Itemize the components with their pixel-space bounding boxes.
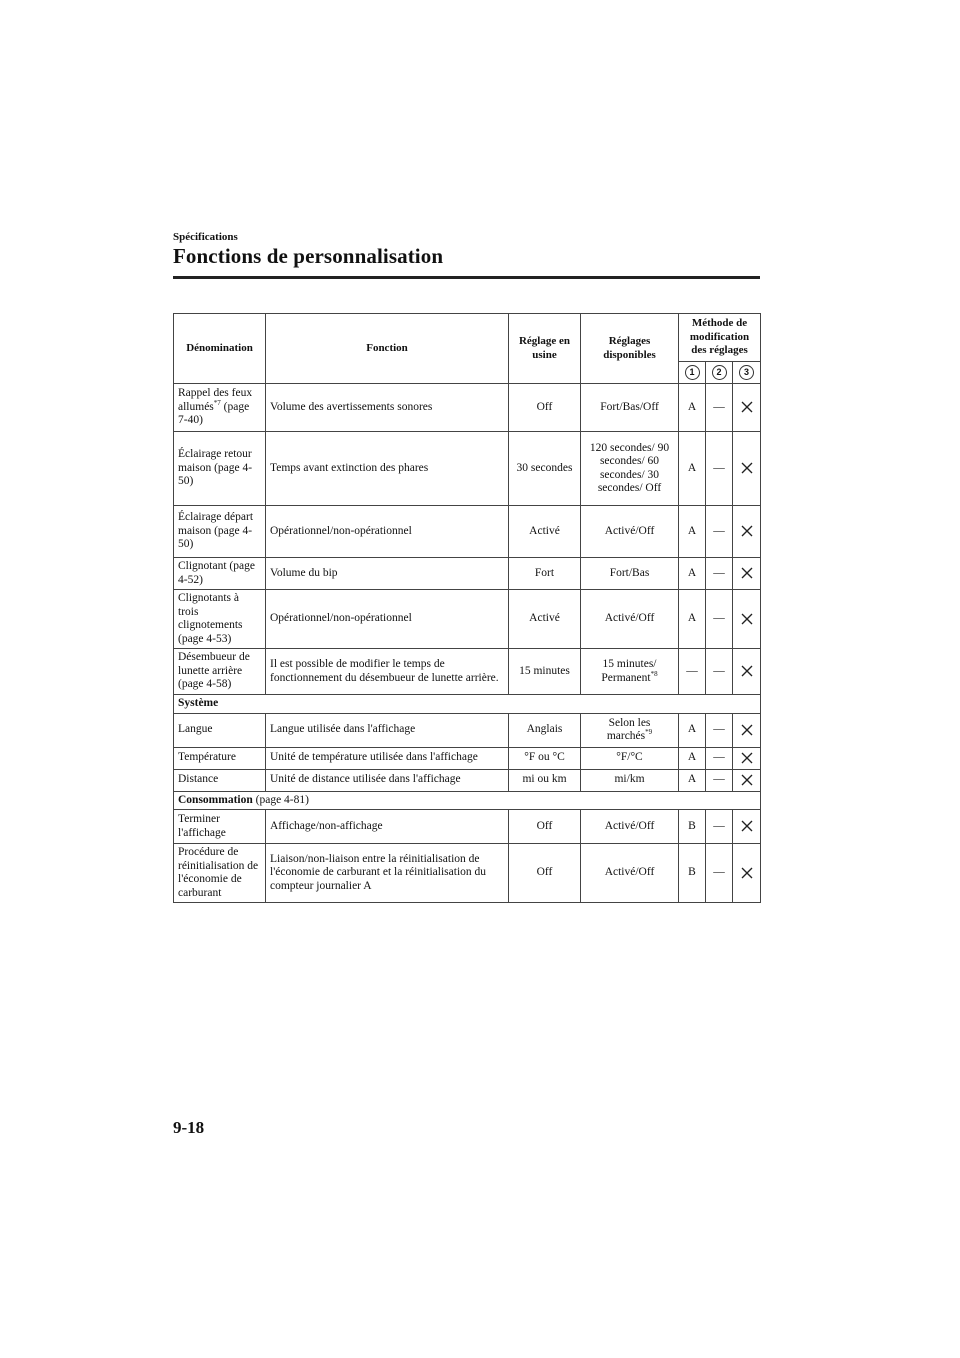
not-available-icon [741, 567, 753, 579]
row-available: Fort/Bas [581, 558, 679, 590]
row-factory: Fort [509, 558, 581, 590]
row-method-3 [733, 810, 761, 844]
row-factory: 15 minutes [509, 649, 581, 695]
section-heading: Système [174, 695, 761, 714]
row-method-1: A [679, 506, 706, 558]
row-method-2: — [706, 844, 733, 903]
row-method-1: — [679, 649, 706, 695]
row-available: Activé/Off [581, 844, 679, 903]
row-function: Affichage/non-affichage [266, 810, 509, 844]
table-row [174, 769, 761, 791]
row-function: Unité de distance utilisée dans l'affichage [266, 769, 509, 791]
header-name: Dénomination [174, 314, 266, 384]
title-rule [173, 276, 760, 279]
section-heading: Consommation (page 4-81) [174, 791, 761, 810]
row-method-3 [733, 769, 761, 791]
table-row [174, 384, 761, 432]
header-factory: Réglage en usine [509, 314, 581, 384]
row-method-1: A [679, 769, 706, 791]
row-method-3 [733, 844, 761, 903]
row-method-1: A [679, 713, 706, 747]
header-method-1: 1 [679, 362, 706, 384]
not-available-icon [741, 752, 753, 764]
table-row [174, 810, 761, 844]
row-method-3 [733, 384, 761, 432]
row-name: Clignotants à trois clignotements (page 4-53) [174, 590, 266, 649]
row-method-1: A [679, 747, 706, 769]
header-method: Méthode de modification des réglages [679, 314, 761, 362]
row-method-2: — [706, 769, 733, 791]
row-method-3 [733, 713, 761, 747]
row-name: Distance [174, 769, 266, 791]
section-row [174, 695, 761, 714]
row-factory: Activé [509, 590, 581, 649]
row-name: Température [174, 747, 266, 769]
row-function: Liaison/non-liaison entre la réinitialisation de l'économie de carburant et la réinitialisation du compteur journalier A [266, 844, 509, 903]
row-method-2: — [706, 384, 733, 432]
row-function: Unité de température utilisée dans l'affichage [266, 747, 509, 769]
row-method-1: B [679, 844, 706, 903]
row-available: Fort/Bas/Off [581, 384, 679, 432]
page-number: 9-18 [173, 1118, 205, 1137]
row-function: Opérationnel/non-opérationnel [266, 590, 509, 649]
header-method-2: 2 [706, 362, 733, 384]
row-method-1: A [679, 432, 706, 506]
row-available: mi/km [581, 769, 679, 791]
row-method-3 [733, 506, 761, 558]
row-name: Éclairage départ maison (page 4-50) [174, 506, 266, 558]
table-row [174, 432, 761, 506]
row-method-2: — [706, 810, 733, 844]
row-factory: Off [509, 844, 581, 903]
table-row [174, 590, 761, 649]
row-factory: Activé [509, 506, 581, 558]
table-row [174, 844, 761, 903]
row-factory: °F ou °C [509, 747, 581, 769]
not-available-icon [741, 724, 753, 736]
row-function: Opérationnel/non-opérationnel [266, 506, 509, 558]
section-row [174, 791, 761, 810]
row-method-3 [733, 590, 761, 649]
row-available: 120 secondes/ 90 secondes/ 60 secondes/ 30 secondes/ Off [581, 432, 679, 506]
row-function: Volume du bip [266, 558, 509, 590]
row-method-2: — [706, 590, 733, 649]
row-function: Volume des avertissements sonores [266, 384, 509, 432]
header-function: Fonction [266, 314, 509, 384]
row-name: Langue [174, 713, 266, 747]
row-available: 15 minutes/ Permanent$^{*8}$ [581, 649, 679, 695]
row-method-2: — [706, 432, 733, 506]
table-row [174, 747, 761, 769]
customization-table [173, 313, 761, 903]
not-available-icon [741, 401, 753, 413]
row-factory: Off [509, 810, 581, 844]
row-method-2: — [706, 649, 733, 695]
header-method-3: 3 [733, 362, 761, 384]
row-name: Clignotant (page 4-52) [174, 558, 266, 590]
table-row [174, 558, 761, 590]
row-function: Temps avant extinction des phares [266, 432, 509, 506]
row-name: Terminer l'affichage [174, 810, 266, 844]
row-factory: Anglais [509, 713, 581, 747]
table-body [174, 384, 761, 903]
row-name: Éclairage retour maison (page 4-50) [174, 432, 266, 506]
table-row [174, 649, 761, 695]
row-available: Activé/Off [581, 590, 679, 649]
not-available-icon [741, 462, 753, 474]
row-available: Activé/Off [581, 810, 679, 844]
table-row [174, 506, 761, 558]
row-method-2: — [706, 713, 733, 747]
table-row [174, 713, 761, 747]
row-function: Langue utilisée dans l'affichage [266, 713, 509, 747]
row-method-1: B [679, 810, 706, 844]
row-name: Rappel des feux allumés$^{*7}$ (page 7-40) [174, 384, 266, 432]
not-available-icon [741, 820, 753, 832]
not-available-icon [741, 665, 753, 677]
not-available-icon [741, 525, 753, 537]
section-label: Spécifications [173, 231, 238, 243]
row-available: Selon les marchés$^{*9}$ [581, 713, 679, 747]
header-available: Réglages disponibles [581, 314, 679, 384]
row-method-3 [733, 432, 761, 506]
row-method-3 [733, 747, 761, 769]
row-available: Activé/Off [581, 506, 679, 558]
row-method-1: A [679, 384, 706, 432]
row-factory: Off [509, 384, 581, 432]
row-method-2: — [706, 747, 733, 769]
row-method-2: — [706, 558, 733, 590]
not-available-icon [741, 774, 753, 786]
row-method-3 [733, 649, 761, 695]
row-function: Il est possible de modifier le temps de fonctionnement du désembueur de lunette arrière. [266, 649, 509, 695]
row-method-2: — [706, 506, 733, 558]
row-available: °F/°C [581, 747, 679, 769]
row-method-1: A [679, 590, 706, 649]
not-available-icon [741, 867, 753, 879]
row-factory: 30 secondes [509, 432, 581, 506]
not-available-icon [741, 613, 753, 625]
page-title: Fonctions de personnalisation [173, 244, 444, 268]
row-name: Procédure de réinitialisation de l'économie de carburant [174, 844, 266, 903]
row-method-3 [733, 558, 761, 590]
row-name: Désembueur de lunette arrière (page 4-58) [174, 649, 266, 695]
row-factory: mi ou km [509, 769, 581, 791]
row-method-1: A [679, 558, 706, 590]
